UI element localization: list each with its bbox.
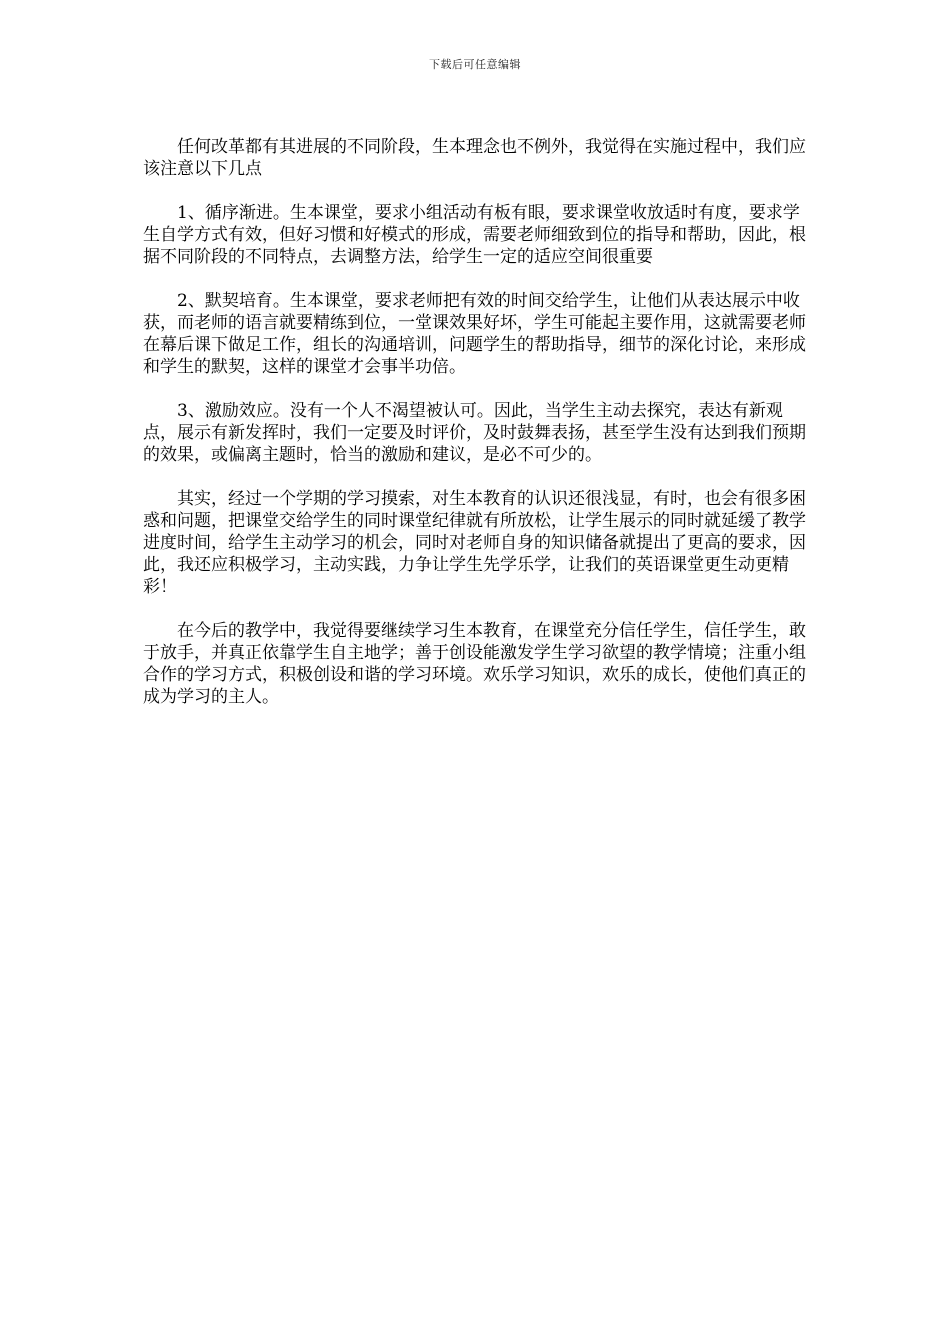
paragraph-point-3: 3、激励效应。没有一个人不渴望被认可。因此，当学生主动去探究，表达有新观点，展示有新发挥时，我们一定要及时评价，及时鼓舞表扬，甚至学生没有达到我们预期的效果，或偏离主题时，恰当的激励和建议，是必不可少的。 <box>143 401 806 465</box>
paragraph-point-1: 1、循序渐进。生本课堂，要求小组活动有板有眼，要求课堂收放适时有度，要求学生自学方式有效，但好习惯和好模式的形成，需要老师细致到位的指导和帮助，因此，根据不同阶段的不同特点，去调整方法，给学生一定的适应空间很重要 <box>143 203 806 267</box>
paragraph-intro: 任何改革都有其进展的不同阶段，生本理念也不例外，我觉得在实施过程中，我们应该注意以下几点 <box>143 137 806 179</box>
paragraph-reflection: 其实，经过一个学期的学习摸索，对生本教育的认识还很浅显，有时，也会有很多困惑和问题，把课堂交给学生的同时课堂纪律就有所放松，让学生展示的同时就延缓了教学进度时间，给学生主动学习的机会，同时对老师自身的知识储备就提出了更高的要求，因此，我还应积极学习，主动实践，力争让学生先学乐学，让我们的英语课堂更生动更精彩！ <box>143 489 806 597</box>
page-header-note: 下载后可任意编辑 <box>429 58 521 71</box>
paragraph-conclusion: 在今后的教学中，我觉得要继续学习生本教育，在课堂充分信任学生，信任学生，敢于放手，并真正依靠学生自主地学；善于创设能激发学生学习欲望的教学情境；注重小组合作的学习方式，积极创设和谐的学习环境。欢乐学习知识，欢乐的成长，使他们真正的成为学习的主人。 <box>143 621 806 707</box>
paragraph-point-2: 2、默契培育。生本课堂，要求老师把有效的时间交给学生，让他们从表达展示中收获，而老师的语言就要精练到位，一堂课效果好坏，学生可能起主要作用，这就需要老师在幕后课下做足工作，组长的沟通培训，问题学生的帮助指导，细节的深化讨论，来形成和学生的默契，这样的课堂才会事半功倍。 <box>143 291 806 377</box>
document-body <box>143 136 808 730</box>
